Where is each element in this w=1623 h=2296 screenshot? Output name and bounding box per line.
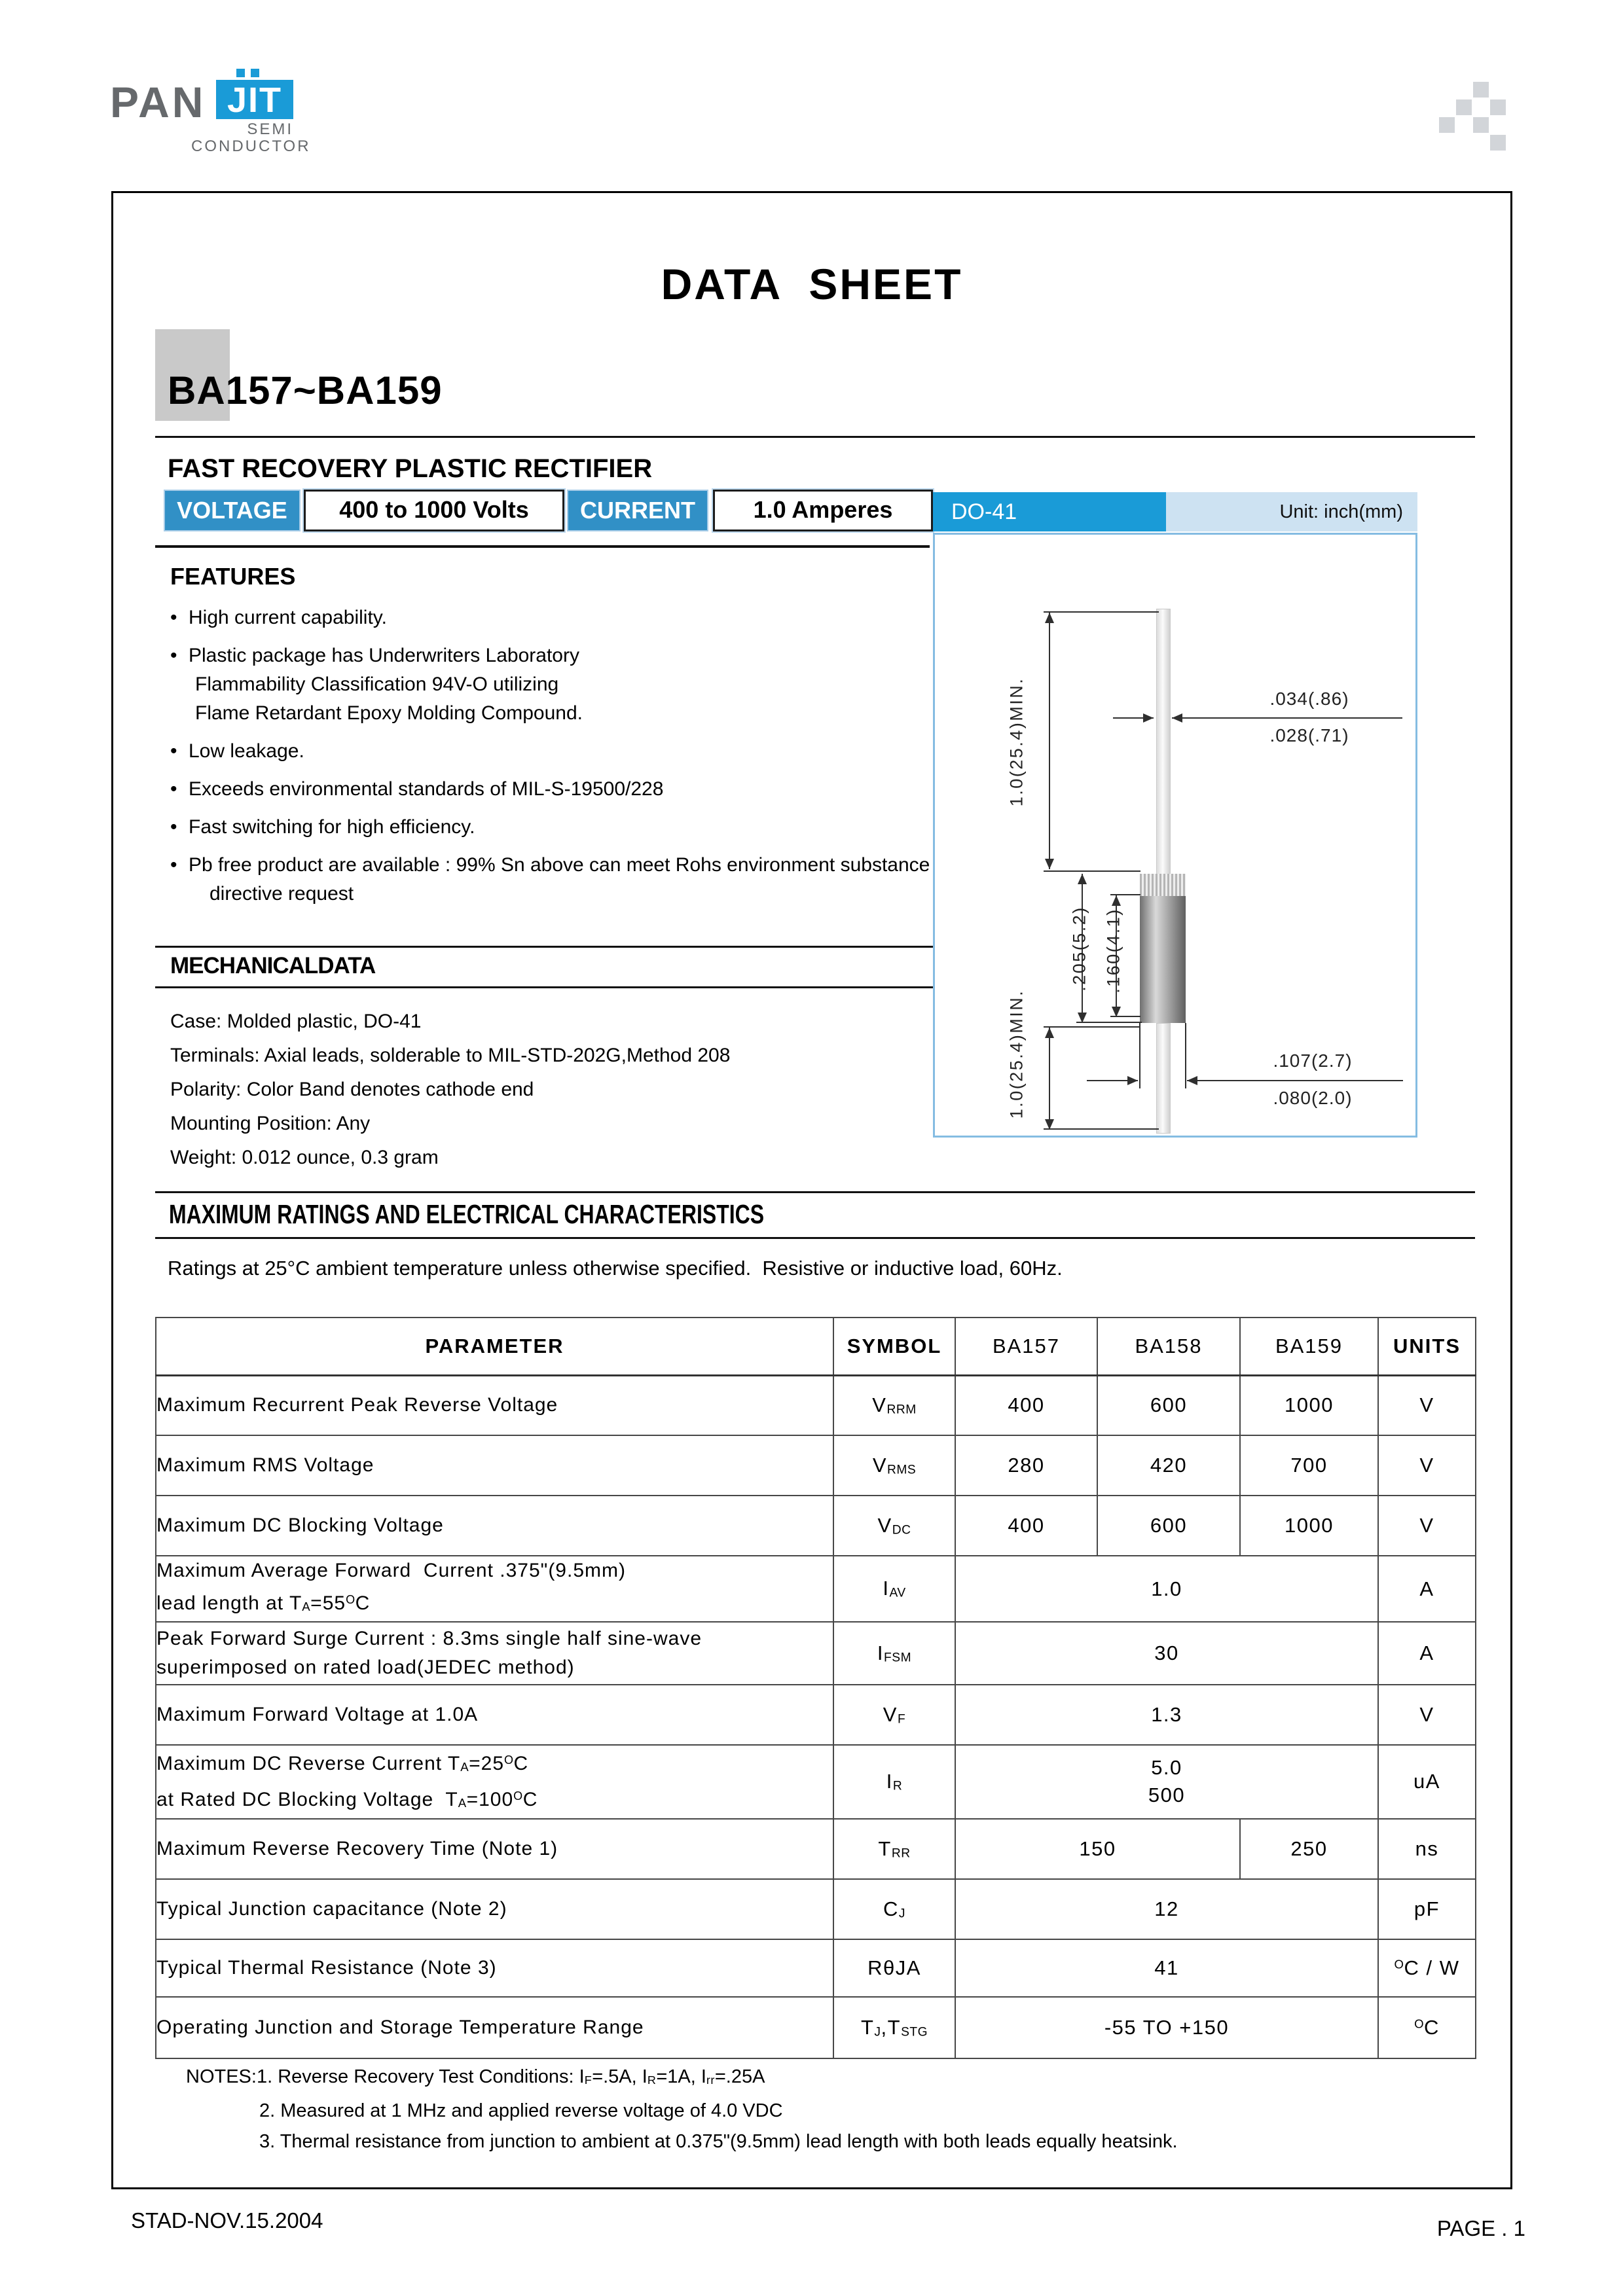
feature-text: Exceeds environmental standards of MIL-S-19500/228 — [189, 778, 664, 800]
table-header-cell: BA159 — [1240, 1318, 1378, 1375]
param-line — [156, 1556, 833, 1585]
feature-line — [170, 775, 936, 804]
text-segment: O — [1414, 2017, 1425, 2031]
dim-ext-line — [1185, 1023, 1186, 1088]
note-line — [186, 2062, 1178, 2096]
text-segment: superimposed on rated load(JEDEC method) — [156, 1657, 575, 1679]
symbol-cell — [833, 1622, 955, 1685]
value-cell: 1000 — [1240, 1375, 1378, 1435]
table-row — [156, 1879, 1476, 1939]
symbol-cell — [833, 1496, 955, 1556]
arrow-left-icon — [1187, 1076, 1197, 1085]
symbol-cell — [833, 1556, 955, 1622]
text-segment: A — [458, 1796, 467, 1810]
logo-semi-text: SEMI — [247, 120, 293, 138]
table-row — [156, 1819, 1476, 1879]
logo-conductor-text: CONDUCTOR — [191, 137, 311, 155]
symbol-cell — [833, 1745, 955, 1818]
text-segment: V — [1419, 1454, 1434, 1477]
ratings-table — [155, 1317, 1476, 2059]
bullet-icon: • — [170, 740, 177, 762]
param-line — [156, 1585, 833, 1621]
value-cell: 250 — [1240, 1819, 1378, 1879]
logo-dot-icon — [236, 69, 245, 77]
feature-text: Plastic package has Underwriters Laboratory — [189, 645, 579, 666]
symbol-cell — [833, 1879, 955, 1939]
table-row — [156, 1685, 1476, 1745]
voltage-value-box: 400 to 1000 Volts — [304, 490, 564, 531]
text-segment: V — [872, 1393, 887, 1417]
table-header-cell: PARAMETER — [156, 1318, 833, 1375]
text-segment: Typical Junction capacitance (Note 2) — [156, 1897, 507, 1920]
text-segment: C — [883, 1897, 899, 1920]
value-cell: 1.0 — [955, 1556, 1378, 1622]
product-subtitle: FAST RECOVERY PLASTIC RECTIFIER — [168, 454, 653, 483]
bullet-icon: • — [170, 607, 177, 628]
arrow-right-icon — [1127, 1076, 1138, 1085]
text-segment: lead length at T — [156, 1592, 302, 1614]
symbol-cell — [833, 1375, 955, 1435]
mechanical-line: Mounting Position: Any — [170, 1113, 371, 1134]
text-segment: =1A, I — [656, 2066, 706, 2087]
units-cell — [1378, 1375, 1476, 1435]
text-segment: Maximum Average Forward Current .375"(9.5mm) — [156, 1560, 626, 1581]
text-segment: Maximum DC Blocking Voltage — [156, 1515, 444, 1536]
logo-pan-text: PAN — [110, 78, 206, 126]
text-segment: C — [513, 1753, 529, 1775]
table-header-cell: SYMBOL — [833, 1318, 955, 1375]
feature-line — [170, 880, 936, 908]
text-segment: AV — [889, 1586, 906, 1600]
param-line — [156, 1653, 833, 1682]
units-cell — [1378, 1435, 1476, 1496]
diode-top-lead — [1156, 609, 1171, 875]
text-segment: J — [898, 1906, 905, 1920]
text-segment: R — [647, 2073, 657, 2087]
param-cell — [156, 1997, 833, 2058]
arrow-up-icon — [1045, 613, 1054, 623]
bullet-icon: • — [170, 778, 177, 800]
dim-tick — [1044, 870, 1140, 872]
text-segment: V — [1419, 1393, 1434, 1417]
symbol-cell — [833, 1997, 955, 2058]
divider — [155, 946, 934, 948]
mechanical-heading: MECHANICALDATA — [170, 953, 376, 978]
dim-line — [1049, 1028, 1050, 1130]
text-segment: R — [867, 1956, 883, 1979]
value-cell — [955, 1745, 1378, 1818]
text-segment: =55 — [310, 1592, 346, 1614]
units-cell — [1378, 1556, 1476, 1622]
logo-jit-box: JIT — [216, 80, 293, 119]
bullet-icon: • — [170, 816, 177, 838]
text-segment: 3. Thermal resistance from junction to ambient at 0.375"(9.5mm) lead length with both leads equally heatsink. — [259, 2131, 1178, 2153]
value-cell: 420 — [1097, 1435, 1240, 1496]
text-segment: RMS — [887, 1463, 917, 1477]
text-segment: NOTES:1. Reverse Recovery Test Conditions: I — [186, 2066, 585, 2087]
text-segment: Operating Junction and Storage Temperature Range — [156, 2016, 644, 2038]
text-segment: C / W — [1404, 1956, 1460, 1979]
text-segment: =25 — [469, 1753, 504, 1775]
feature-item — [170, 737, 936, 766]
value-line: 5.0 — [1151, 1756, 1182, 1780]
diode-bottom-lead — [1156, 1023, 1171, 1134]
table-header-row — [156, 1318, 1476, 1375]
value-cell: 280 — [955, 1435, 1097, 1496]
decor-square — [1473, 117, 1489, 133]
feature-line — [170, 851, 936, 880]
text-segment: ns — [1415, 1837, 1439, 1860]
text-segment: A — [1419, 1641, 1434, 1665]
text-segment: =.5A, I — [592, 2066, 647, 2087]
param-cell — [156, 1685, 833, 1745]
table-header-cell: UNITS — [1378, 1318, 1476, 1375]
bullet-icon: • — [170, 645, 177, 666]
divider — [155, 436, 1475, 438]
feature-item — [170, 603, 936, 632]
param-line — [156, 1835, 833, 1863]
table-row — [156, 1496, 1476, 1556]
units-cell — [1378, 1997, 1476, 2058]
features-list — [170, 603, 936, 918]
units-cell — [1378, 1685, 1476, 1745]
param-cell — [156, 1819, 833, 1879]
text-segment: J — [874, 2024, 881, 2039]
param-cell — [156, 1496, 833, 1556]
text-segment: θJA — [883, 1956, 921, 1979]
param-line — [156, 1700, 833, 1729]
diode-body — [1140, 874, 1186, 1023]
text-segment: DC — [892, 1523, 911, 1537]
feature-text: Fast switching for high efficiency. — [189, 816, 475, 838]
text-segment: O — [513, 1789, 523, 1803]
note-line — [259, 2126, 1178, 2157]
text-segment: I — [877, 1641, 884, 1665]
package-unit-bar: Unit: inch(mm) — [1166, 492, 1417, 531]
arrow-right-icon — [1143, 713, 1154, 723]
text-segment: 2. Measured at 1 MHz and applied reverse voltage of 4.0 VDC — [259, 2100, 783, 2122]
param-line — [156, 1624, 833, 1653]
feature-line — [170, 641, 936, 670]
dim-label-body-len-min: .160(4.1) — [1103, 908, 1123, 994]
feature-line — [170, 813, 936, 842]
value-cell: 12 — [955, 1879, 1378, 1939]
mechanical-line: Terminals: Axial leads, solderable to MIL-STD-202G,Method 208 — [170, 1045, 731, 1066]
package-drawing-box — [933, 533, 1417, 1138]
value-cell: 400 — [955, 1496, 1097, 1556]
ratings-heading: MAXIMUM RATINGS AND ELECTRICAL CHARACTERISTICS — [169, 1199, 765, 1229]
units-cell — [1378, 1819, 1476, 1879]
text-segment: T — [860, 2015, 875, 2039]
value-cell: 400 — [955, 1375, 1097, 1435]
ratings-condition: Ratings at 25°C ambient temperature unless otherwise specified. Resistive or inductive load, 60Hz. — [168, 1257, 1063, 1280]
divider — [155, 1191, 1475, 1193]
text-segment: O — [504, 1753, 514, 1767]
feature-line — [170, 670, 936, 699]
arrow-down-icon — [1045, 859, 1054, 869]
table-row — [156, 1556, 1476, 1622]
feature-line — [170, 737, 936, 766]
logo-dot-icon — [251, 69, 259, 77]
param-line — [156, 1895, 833, 1924]
param-cell — [156, 1745, 833, 1818]
bullet-icon: • — [170, 854, 177, 876]
text-segment: at Rated DC Blocking Voltage T — [156, 1789, 458, 1811]
mechanical-line: Case: Molded plastic, DO-41 — [170, 1011, 422, 1032]
dim-tick — [1044, 611, 1159, 613]
feature-text: Pb free product are available : 99% Sn above can meet Rohs environment substance — [189, 854, 930, 876]
divider — [155, 986, 934, 988]
text-segment: V — [1419, 1703, 1434, 1727]
value-cell: 600 — [1097, 1375, 1240, 1435]
text-segment: V — [883, 1703, 898, 1727]
text-segment: =.25A — [714, 2066, 765, 2087]
param-cell — [156, 1375, 833, 1435]
text-segment: V — [872, 1453, 887, 1477]
footer-page-number: PAGE . 1 — [1436, 2216, 1525, 2240]
value-cell: 600 — [1097, 1496, 1240, 1556]
units-cell — [1378, 1939, 1476, 1997]
feature-line — [170, 603, 936, 632]
param-line — [156, 1954, 833, 1982]
table-row — [156, 1997, 1476, 2058]
param-line — [156, 1451, 833, 1480]
features-heading: FEATURES — [170, 563, 296, 590]
table-row — [156, 1745, 1476, 1818]
page-title: DATA SHEET — [661, 260, 963, 308]
feature-text: Low leakage. — [189, 740, 304, 762]
decor-square — [1473, 82, 1489, 98]
part-number: BA157~BA159 — [168, 368, 443, 412]
table-row — [156, 1375, 1476, 1435]
dim-tick — [1044, 1026, 1140, 1028]
text-segment: A — [1419, 1577, 1434, 1600]
dim-label-body-dia-max: .107(2.7) — [1273, 1050, 1353, 1071]
param-cell — [156, 1879, 833, 1939]
decor-square — [1490, 99, 1506, 115]
text-segment: Maximum Forward Voltage at 1.0A — [156, 1704, 479, 1726]
param-cell — [156, 1939, 833, 1997]
param-cell — [156, 1556, 833, 1622]
param-line — [156, 1511, 833, 1540]
dim-label-lead-dia-max: .034(.86) — [1269, 689, 1349, 709]
param-line — [156, 1391, 833, 1420]
text-segment: C — [522, 1789, 538, 1811]
dim-line — [1049, 613, 1050, 869]
dim-line — [1172, 717, 1402, 719]
text-segment: =100 — [466, 1789, 514, 1811]
diode-cathode-band — [1140, 874, 1186, 896]
text-segment: Maximum DC Reverse Current T — [156, 1753, 461, 1775]
text-segment: V — [877, 1513, 892, 1537]
symbol-cell — [833, 1819, 955, 1879]
text-segment: C — [1424, 2015, 1440, 2039]
table-header-cell: BA158 — [1097, 1318, 1240, 1375]
dim-tick — [1044, 1128, 1159, 1130]
table-row — [156, 1622, 1476, 1685]
symbol-cell — [833, 1435, 955, 1496]
text-segment: RRM — [886, 1403, 917, 1417]
feature-item — [170, 851, 936, 908]
value-line: 500 — [1148, 1784, 1186, 1807]
value-cell: 41 — [955, 1939, 1378, 1997]
units-cell — [1378, 1496, 1476, 1556]
symbol-cell — [833, 1685, 955, 1745]
notes-block — [186, 2062, 1178, 2157]
decor-square — [1456, 99, 1472, 115]
package-name-bar: DO-41 — [933, 492, 1166, 531]
text-segment: I — [883, 1577, 890, 1600]
text-segment: ,T — [881, 2015, 902, 2039]
arrow-left-icon — [1172, 713, 1182, 723]
text-segment: Peak Forward Surge Current : 8.3ms single half sine-wave — [156, 1628, 702, 1650]
symbol-cell — [833, 1939, 955, 1997]
feature-text: High current capability. — [189, 607, 387, 628]
feature-text: Flame Retardant Epoxy Molding Compound. — [195, 702, 583, 724]
feature-item — [170, 775, 936, 804]
footer-doc-code: STAD-NOV.15.2004 — [131, 2208, 323, 2233]
dim-label-lead-dia-min: .028(.71) — [1269, 725, 1349, 745]
feature-line — [170, 699, 936, 728]
text-segment: V — [1419, 1514, 1434, 1537]
feature-text: directive request — [210, 883, 354, 905]
dim-label-bottom-lead: 1.0(25.4)MIN. — [1006, 989, 1027, 1119]
note-line — [259, 2096, 1178, 2126]
value-cell: 1000 — [1240, 1496, 1378, 1556]
text-segment: FSM — [884, 1651, 912, 1665]
units-cell — [1378, 1879, 1476, 1939]
value-cell: 1.3 — [955, 1685, 1378, 1745]
text-segment: RR — [891, 1846, 911, 1860]
value-cell: 150 — [955, 1819, 1240, 1879]
param-cell — [156, 1622, 833, 1685]
text-segment: F — [584, 2073, 593, 2087]
param-line — [156, 2013, 833, 2042]
dim-ext-line — [1139, 1023, 1140, 1088]
feature-item — [170, 641, 936, 728]
table-header-cell: BA157 — [955, 1318, 1097, 1375]
text-segment: Typical Thermal Resistance (Note 3) — [156, 1956, 497, 1979]
current-badge: CURRENT — [567, 490, 708, 531]
units-cell — [1378, 1622, 1476, 1685]
dim-label-body-dia-min: .080(2.0) — [1273, 1088, 1353, 1108]
table-row — [156, 1939, 1476, 1997]
text-segment: O — [1394, 1957, 1404, 1971]
text-segment: O — [346, 1593, 356, 1606]
feature-text: Flammability Classification 94V-O utilizing — [195, 673, 559, 695]
text-segment: uA — [1413, 1770, 1440, 1793]
text-segment: T — [878, 1837, 892, 1860]
current-value-box: 1.0 Amperes — [713, 490, 933, 531]
param-line — [156, 1782, 833, 1818]
divider — [155, 545, 930, 548]
voltage-badge: VOLTAGE — [164, 490, 301, 531]
text-segment: A — [302, 1600, 311, 1614]
text-segment: rr — [706, 2073, 715, 2087]
mechanical-lines — [170, 1005, 730, 1175]
value-cell: 700 — [1240, 1435, 1378, 1496]
feature-item — [170, 813, 936, 842]
param-cell — [156, 1435, 833, 1496]
text-segment: Maximum Reverse Recovery Time (Note 1) — [156, 1837, 558, 1859]
text-segment: F — [897, 1712, 906, 1727]
text-segment: A — [460, 1760, 469, 1774]
mechanical-line: Weight: 0.012 ounce, 0.3 gram — [170, 1147, 439, 1168]
text-segment: STG — [901, 2024, 928, 2039]
decor-square — [1490, 135, 1506, 151]
dim-label-body-len-max: .205(5.2) — [1069, 906, 1089, 992]
table-row — [156, 1435, 1476, 1496]
value-cell: -55 TO +150 — [955, 1997, 1378, 2058]
dim-label-top-lead: 1.0(25.4)MIN. — [1006, 677, 1027, 807]
decor-square — [1439, 117, 1455, 133]
units-cell — [1378, 1745, 1476, 1818]
text-segment: C — [355, 1592, 371, 1614]
text-segment: pF — [1413, 1897, 1440, 1920]
text-segment: Maximum RMS Voltage — [156, 1454, 374, 1476]
param-line — [156, 1746, 833, 1782]
text-segment: R — [892, 1779, 903, 1793]
value-cell: 30 — [955, 1622, 1378, 1685]
arrow-up-icon — [1045, 1028, 1054, 1038]
mechanical-line: Polarity: Color Band denotes cathode end — [170, 1079, 534, 1100]
text-segment: Maximum Recurrent Peak Reverse Voltage — [156, 1394, 558, 1416]
text-segment: I — [886, 1770, 893, 1793]
divider — [155, 1237, 1475, 1239]
dim-line — [1187, 1080, 1403, 1081]
